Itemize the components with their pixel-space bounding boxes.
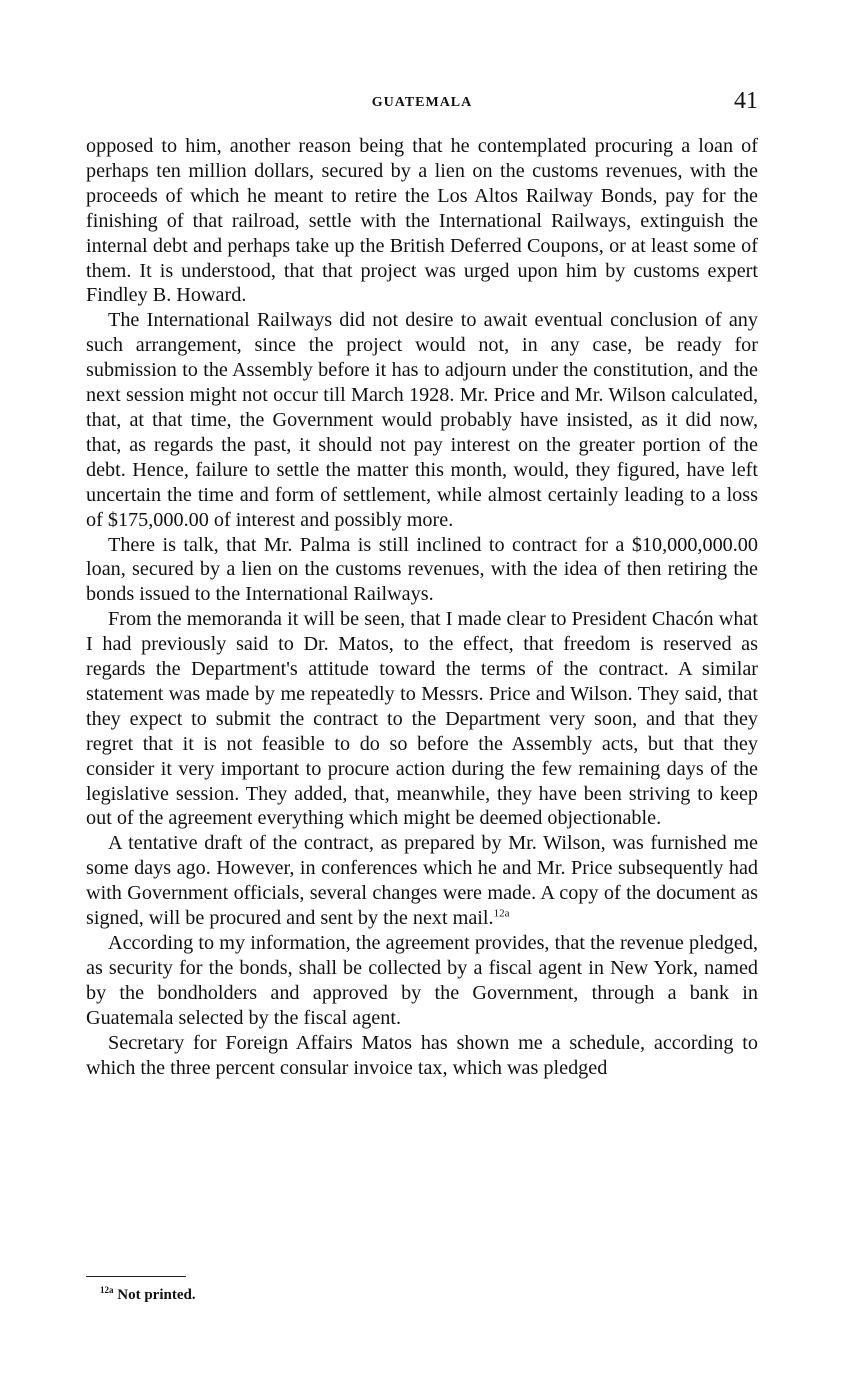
footnote-divider [86, 1276, 186, 1277]
paragraph-6: According to my information, the agreement provides, that the revenue pledged, as security for the bonds, shall be collected by a fiscal agent in New York, named by the bondholders and approved by the Government, through a bank in Guatemala selected by the fiscal agent. [86, 932, 758, 1029]
paragraph-2: The International Railways did not desire to await eventual conclusion of any such arrangement, since the project would not, in any case, be ready for submission to the Assembly before it has to adjourn under the constitution, and the next session might not occur till March 1928. Mr. Price and Mr. Wilson calculated, that, at that time, the Government would probably have insisted, as it did now, that, as regards the past, it should not pay interest on the greater portion of the debt. Hence, failure to settle the matter this month, would, they figured, have left uncertain the time and form of settlement, while almost certainly leading to a loss of $175,000.00 of interest and possibly more. [86, 309, 758, 531]
paragraph-4: From the memoranda it will be seen, that I made clear to President Chacón what I had previously said to Dr. Matos, to the effect, that freedom is reserved as regards the Department's attitude toward the terms of the contract. A similar statement was made by me repeatedly to Messrs. Price and Wilson. They said, that they expect to submit the contract to the Department very soon, and that they regret that it is not feasible to do so before the Assembly acts, but that they consider it very important to procure action during the few remaining days of the legislative session. They added, that, meanwhile, they have been striving to keep out of the agreement everything which might be deemed objectionable. [86, 608, 758, 830]
page-number: 41 [734, 88, 758, 114]
paragraph-5-text: A tentative draft of the contract, as prepared by Mr. Wilson, was furnished me some days ago. However, in conferences which he and Mr. Price subsequently had with Government officials, several changes were made. A copy of the document as signed, will be procured and sent by the next mail. [86, 832, 758, 930]
footnote [100, 1287, 196, 1304]
paragraph-1: opposed to him, another reason being that he contemplated procuring a loan of perhaps ten million dollars, secured by a lien on the customs revenues, with the proceeds of which he meant to retire the Los Altos Railway Bonds, pay for the finishing of that railroad, settle with the International Railways, extinguish the internal debt and perhaps take up the British Deferred Coupons, or at least some of them. It is understood, that that project was urged upon him by customs expert Findley B. Howard. [86, 135, 758, 307]
footnote-marker: 12a [100, 1285, 114, 1295]
paragraph-5 [86, 831, 758, 931]
body-text [86, 134, 758, 1080]
footnote-reference: 12a [493, 907, 510, 920]
running-title: GUATEMALA [371, 95, 473, 110]
running-head [86, 88, 758, 118]
paragraph-7: Secretary for Foreign Affairs Matos has shown me a schedule, according to which the three percent consular invoice tax, which was pledged [86, 1031, 758, 1079]
paragraph-3: There is talk, that Mr. Palma is still inclined to contract for a $10,000,000.00 loan, secured by a lien on the customs revenues, with the idea of then retiring the bonds issued to the International Railways. [86, 533, 758, 606]
footnote-text: Not printed. [117, 1287, 196, 1303]
